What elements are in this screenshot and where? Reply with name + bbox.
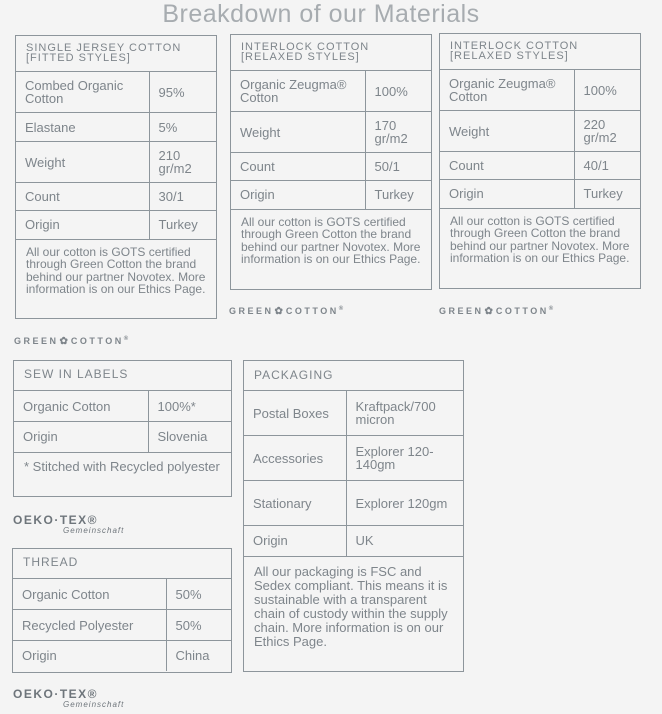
packaging-table: [243, 360, 464, 672]
oeko-tex-logo: [13, 514, 124, 536]
heading-line-1: INTERLOCK COTTON: [241, 41, 370, 53]
table-heading: PACKAGING: [254, 368, 334, 382]
row-label: Combed Organic Cotton: [16, 72, 149, 113]
row-label: Weight: [231, 112, 365, 153]
table-heading: THREAD: [23, 555, 79, 569]
table-row: [13, 579, 231, 610]
logo-mark: ®: [338, 306, 346, 312]
row-label: Count: [440, 152, 574, 180]
row-value: China: [166, 641, 231, 671]
logo-mark: ®: [123, 336, 131, 342]
table-row: [244, 436, 463, 481]
table-heading: SEW IN LABELS: [24, 367, 129, 381]
table-row: [231, 112, 431, 153]
logo-text: COTTON: [285, 306, 339, 316]
table-row: [244, 391, 463, 436]
oeko-tex-logo: [13, 688, 124, 710]
row-value: 95%: [149, 72, 216, 113]
table-row: [440, 70, 640, 111]
table-row: [440, 180, 640, 208]
row-value: 50%: [166, 610, 231, 641]
cotton-leaf-icon: ✿: [59, 336, 68, 347]
row-value: 50/1: [365, 153, 431, 181]
cotton-leaf-icon: ✿: [274, 306, 283, 317]
interlock-cotton-table-1: [230, 34, 432, 290]
gots-note: All our cotton is GOTS certified through Green Cotton the brand behind our partner Novotex. More information is on our Ethics Page.: [440, 208, 640, 286]
row-label: Stationary: [244, 481, 346, 526]
row-value: Turkey: [149, 211, 216, 239]
table-row: [231, 181, 431, 209]
table-heading: [440, 34, 640, 69]
row-label: Origin: [13, 641, 166, 671]
row-label: Origin: [16, 211, 149, 239]
green-cotton-logo: [439, 306, 556, 317]
row-value: 210 gr/m2: [149, 142, 216, 183]
row-value: 100%: [574, 70, 640, 111]
green-cotton-logo: [229, 306, 346, 317]
table-row: [14, 391, 231, 422]
row-label: Organic Zeugma® Cotton: [440, 70, 574, 111]
row-value: 100%*: [148, 391, 231, 422]
table-heading: [231, 35, 431, 70]
row-value: Explorer 120-140gm: [346, 436, 463, 481]
row-label: Count: [231, 153, 365, 181]
row-label: Weight: [16, 142, 149, 183]
logo-text: GREEN: [439, 306, 484, 316]
packaging-note: All our packaging is FSC and Sedex compliant. This means it is sustainable with a transparent chain of custody within the supply chain. More information is on our Ethics Page.: [244, 556, 463, 668]
heading-line-1: INTERLOCK COTTON: [450, 40, 579, 52]
row-value: 5%: [149, 113, 216, 142]
gots-note: All our cotton is GOTS certified through Green Cotton the brand behind our partner Novotex. More information is on our Ethics Page.: [16, 239, 216, 317]
oeko-tex-wordmark: OEKO·TEX®: [13, 513, 99, 527]
row-label: Organic Cotton: [14, 391, 148, 422]
logo-mark: ®: [548, 306, 556, 312]
row-label: Origin: [244, 526, 346, 556]
row-value: 100%: [365, 71, 431, 112]
row-label: Organic Zeugma® Cotton: [231, 71, 365, 112]
row-label: Elastane: [16, 113, 149, 142]
row-value: 40/1: [574, 152, 640, 180]
table-row: [440, 152, 640, 180]
table-row: [13, 610, 231, 641]
table-row: [16, 113, 216, 142]
page-title: Breakdown of our Materials: [162, 0, 480, 28]
table-heading: [16, 36, 216, 71]
row-label: Accessories: [244, 436, 346, 481]
table-row: [244, 526, 463, 556]
table-row: [16, 211, 216, 239]
thread-table: [12, 548, 232, 673]
oeko-tex-subtitle: Gemeinschaft: [63, 700, 125, 709]
table-row: [231, 71, 431, 112]
row-value: Slovenia: [148, 422, 231, 452]
row-value: UK: [346, 526, 463, 556]
table-row: [14, 422, 231, 452]
table-row: [440, 111, 640, 152]
row-label: Postal Boxes: [244, 391, 346, 436]
row-value: Turkey: [574, 180, 640, 208]
heading-line-1: SINGLE JERSEY COTTON: [26, 42, 182, 54]
logo-text: COTTON: [495, 306, 549, 316]
table-row: [231, 153, 431, 181]
recycled-note: * Stitched with Recycled polyester: [14, 452, 231, 495]
table-row: [16, 142, 216, 183]
row-value: Kraftpack/700 micron: [346, 391, 463, 436]
row-label: Origin: [440, 180, 574, 208]
row-value: Turkey: [365, 181, 431, 209]
logo-text: GREEN: [229, 306, 274, 316]
table-row: [16, 72, 216, 113]
row-value: 220 gr/m2: [574, 111, 640, 152]
green-cotton-logo: [14, 336, 131, 347]
row-value: 170 gr/m2: [365, 112, 431, 153]
heading-line-2: [FITTED STYLES]: [26, 52, 131, 64]
row-label: Origin: [231, 181, 365, 209]
heading-line-2: [RELAXED STYLES]: [450, 50, 569, 62]
table-row: [13, 641, 231, 671]
heading-line-2: [RELAXED STYLES]: [241, 51, 360, 63]
sew-in-labels-table: [13, 360, 232, 497]
oeko-tex-subtitle: Gemeinschaft: [63, 526, 125, 535]
table-row: [244, 481, 463, 526]
row-label: Weight: [440, 111, 574, 152]
row-value: Explorer 120gm: [346, 481, 463, 526]
cotton-leaf-icon: ✿: [484, 306, 493, 317]
single-jersey-table: [15, 35, 217, 319]
row-label: Origin: [14, 422, 148, 452]
row-label: Count: [16, 183, 149, 211]
interlock-cotton-table-2: [439, 33, 641, 289]
logo-text: GREEN: [14, 336, 59, 346]
row-value: 30/1: [149, 183, 216, 211]
table-row: [16, 183, 216, 211]
logo-text: COTTON: [70, 336, 124, 346]
row-value: 50%: [166, 579, 231, 610]
row-label: Recycled Polyester: [13, 610, 166, 641]
oeko-tex-wordmark: OEKO·TEX®: [13, 687, 99, 701]
gots-note: All our cotton is GOTS certified through Green Cotton the brand behind our partner Novotex. More information is on our Ethics Page.: [231, 209, 431, 287]
row-label: Organic Cotton: [13, 579, 166, 610]
